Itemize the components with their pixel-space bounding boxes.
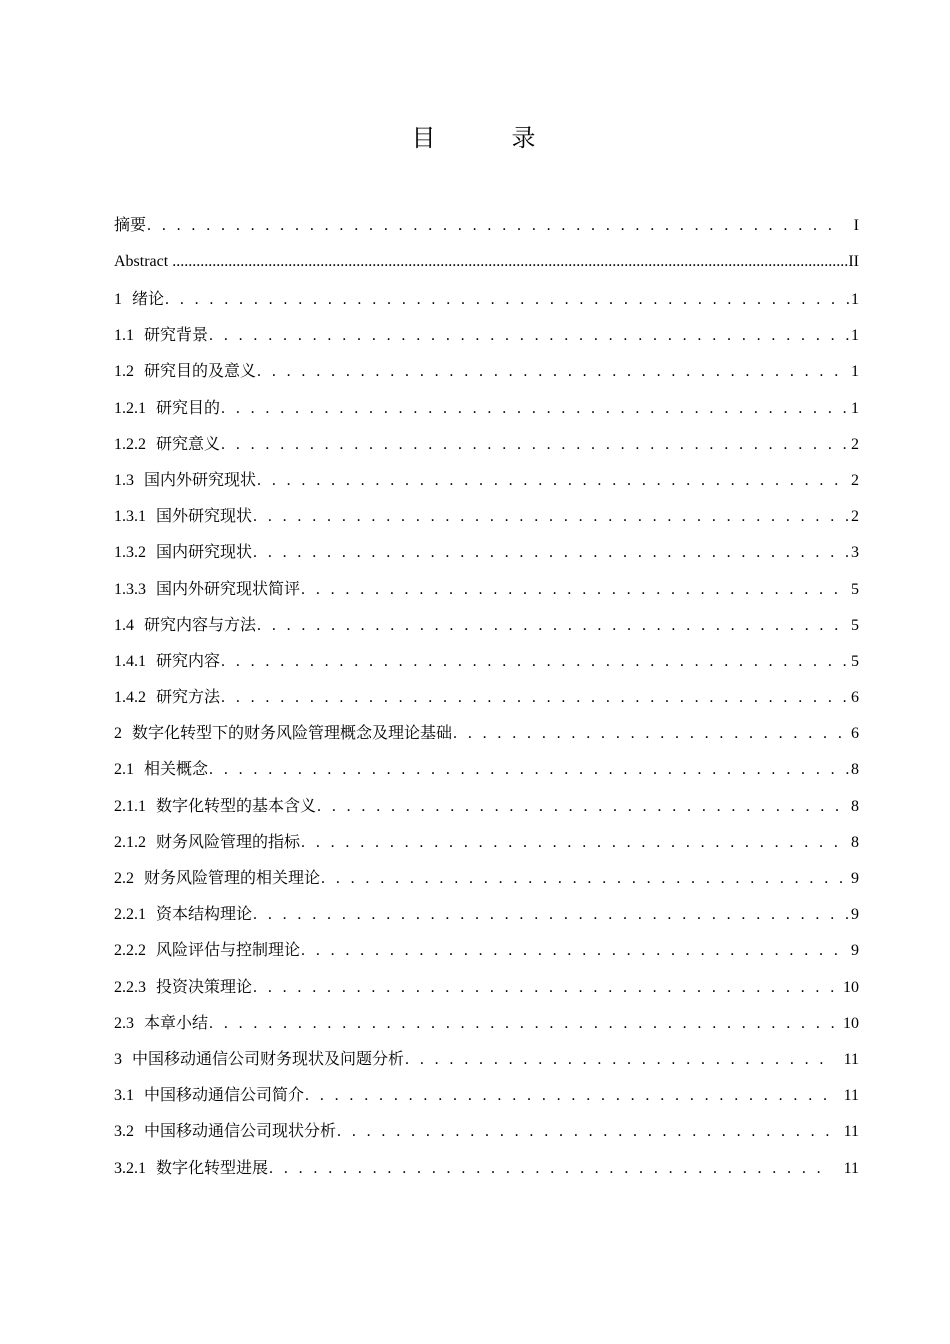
toc-entry[interactable] (114, 572, 859, 608)
toc-entry-text: 研究方法 (156, 689, 221, 707)
toc-entry-number: 1.3.2 (114, 544, 146, 562)
toc-leader-dots (164, 282, 849, 318)
toc-entry[interactable] (114, 208, 859, 244)
toc-entry-page: 3 (851, 544, 859, 562)
toc-entry-page: I (853, 217, 859, 234)
toc-entry-label (114, 644, 220, 680)
toc-entry[interactable] (114, 282, 859, 318)
toc-entry-number: 2.2 (114, 870, 134, 887)
toc-entry-number: 1.2.1 (114, 399, 146, 417)
toc-entry-number: 3.2.1 (114, 1159, 146, 1177)
toc-entry-number: 1.4.2 (114, 689, 146, 707)
toc-entry[interactable] (114, 897, 859, 933)
toc-entry-page: 1 (851, 399, 859, 417)
toc-entry-label (114, 391, 220, 427)
toc-leader-dots (256, 354, 849, 390)
toc-entry-number: 1.3.3 (114, 580, 146, 598)
toc-entry-label (114, 1151, 268, 1187)
toc-entry[interactable] (114, 427, 859, 463)
toc-entry-label (114, 1114, 336, 1150)
toc-entry[interactable] (114, 1078, 859, 1114)
toc-leader-dots (252, 499, 849, 535)
toc-entry-label (114, 1078, 304, 1114)
toc-entry[interactable] (114, 933, 859, 969)
toc-leader-dots (146, 208, 835, 244)
toc-entry-text: 研究背景 (144, 327, 209, 345)
toc-entry-number: 2.1.2 (114, 833, 146, 851)
toc-entry-label (114, 208, 146, 244)
toc-entry[interactable] (114, 1151, 859, 1187)
toc-entry-text: 国外研究现状 (156, 508, 253, 526)
toc-entry[interactable] (114, 1006, 859, 1042)
toc-entry-label (114, 789, 316, 825)
toc-entry-label (114, 608, 256, 644)
toc-entry[interactable] (114, 608, 859, 644)
toc-entry-number: 1.4 (114, 616, 134, 634)
toc-entry-label (114, 1042, 404, 1078)
toc-leader-dots (336, 1114, 830, 1150)
toc-entry-label (114, 933, 300, 969)
toc-entry[interactable] (114, 318, 859, 354)
toc-leader-dots (208, 318, 849, 354)
toc-entry-number: 2.2.2 (114, 942, 146, 960)
toc-entry-text: 研究内容与方法 (144, 616, 257, 634)
toc-entry-text: 本章小结 (144, 1014, 209, 1032)
toc-entry-page: 10 (843, 1014, 859, 1032)
toc-entry-page: 1 (851, 327, 859, 345)
toc-entry-text: 研究目的 (156, 399, 221, 417)
toc-entry-text: 中国移动通信公司财务现状及问题分析 (132, 1050, 405, 1068)
toc-entry-number: 3.2 (114, 1123, 134, 1141)
toc-leader-dots (220, 427, 849, 463)
toc-entry-label (114, 572, 300, 608)
toc-leader-dots (252, 970, 843, 1006)
toc-entry-page: 5 (851, 580, 859, 598)
toc-entry-number: 2.2.1 (114, 906, 146, 924)
toc-entry[interactable] (114, 644, 859, 680)
toc-entry[interactable] (114, 825, 859, 861)
toc-entry-label (114, 463, 256, 499)
toc-entry[interactable] (114, 1114, 859, 1150)
toc-entry-page: 1 (851, 291, 859, 308)
toc-entry-text: 风险评估与控制理论 (156, 942, 301, 960)
toc-entry[interactable] (114, 463, 859, 499)
toc-entry-text: 财务风险管理的指标 (156, 833, 301, 851)
toc-entry-page: 8 (851, 833, 859, 851)
toc-entry-text: 国内外研究现状简评 (156, 580, 301, 598)
toc-entry-page: 11 (843, 1087, 859, 1105)
table-of-contents (114, 208, 859, 1187)
toc-entry-number: 2 (114, 725, 122, 743)
toc-entry-page: 2 (851, 471, 859, 489)
toc-entry[interactable] (114, 535, 859, 571)
toc-entry-page: 5 (851, 616, 859, 634)
toc-entry-text: 数字化转型进展 (156, 1159, 269, 1177)
toc-entry-text: 数字化转型下的财务风险管理概念及理论基础 (132, 725, 453, 743)
toc-entry-page: 11 (843, 1050, 859, 1068)
toc-entry-text: 资本结构理论 (156, 906, 253, 924)
toc-entry-text: 摘要 (114, 217, 147, 234)
toc-leader-dots (320, 861, 849, 897)
toc-leader-dots (208, 752, 849, 788)
toc-leader-dots (304, 1078, 830, 1114)
toc-entry-number: 3 (114, 1050, 122, 1068)
toc-leader-dots (452, 716, 849, 752)
toc-entry-number: 1.3 (114, 471, 134, 489)
toc-title: 目 录 (411, 124, 562, 152)
toc-entry-page: 9 (851, 906, 859, 924)
toc-leader-dots (168, 244, 848, 280)
toc-entry-label (114, 861, 320, 897)
toc-leader-dots (220, 680, 849, 716)
toc-leader-dots (256, 463, 849, 499)
toc-entry-number: 1 (114, 291, 122, 308)
toc-entry-label (114, 716, 452, 752)
toc-entry[interactable] (114, 680, 859, 716)
toc-entry-label (114, 680, 220, 716)
toc-entry-number: 2.1.1 (114, 797, 146, 815)
toc-entry-label (114, 282, 164, 318)
toc-entry-text: 研究目的及意义 (144, 363, 257, 381)
toc-entry-page: 2 (851, 435, 859, 453)
toc-entry-page: 5 (851, 652, 859, 670)
toc-entry-page: 11 (843, 1123, 859, 1141)
toc-entry-label (114, 427, 220, 463)
toc-entry-label (114, 535, 252, 571)
toc-entry-number: 2.2.3 (114, 978, 146, 996)
toc-entry-text: Abstract (114, 253, 169, 270)
toc-leader-dots (268, 1151, 830, 1187)
toc-entry-page: II (848, 253, 859, 270)
toc-entry-label (114, 752, 208, 788)
toc-leader-dots (252, 535, 849, 571)
toc-entry-page: 6 (851, 725, 859, 743)
toc-entry-text: 中国移动通信公司简介 (144, 1087, 305, 1105)
toc-entry-label (114, 825, 300, 861)
toc-entry-page: 2 (851, 508, 859, 526)
toc-entry-label (114, 318, 208, 354)
toc-entry-number: 2.1 (114, 761, 134, 779)
toc-entry[interactable] (114, 244, 859, 282)
toc-entry-page: 6 (851, 689, 859, 707)
toc-entry-page: 8 (851, 761, 859, 779)
toc-entry-label (114, 970, 252, 1006)
toc-entry-page: 9 (851, 870, 859, 887)
toc-entry-page: 9 (851, 942, 859, 960)
toc-entry-text: 相关概念 (144, 761, 209, 779)
toc-leader-dots (208, 1006, 843, 1042)
toc-entry[interactable] (114, 716, 859, 752)
toc-entry-number: 1.2.2 (114, 435, 146, 453)
toc-entry[interactable] (114, 1042, 859, 1078)
toc-entry[interactable] (114, 354, 859, 390)
toc-leader-dots (220, 644, 849, 680)
toc-entry-label (114, 354, 256, 390)
toc-entry-page: 11 (843, 1159, 859, 1177)
toc-entry-number: 2.3 (114, 1014, 134, 1032)
toc-entry[interactable] (114, 861, 859, 897)
toc-entry[interactable] (114, 789, 859, 825)
toc-leader-dots (256, 608, 849, 644)
toc-entry-page: 1 (851, 363, 859, 381)
toc-entry-text: 研究内容 (156, 652, 221, 670)
toc-entry-page: 10 (843, 978, 859, 996)
toc-entry[interactable] (114, 391, 859, 427)
toc-entry-text: 中国移动通信公司现状分析 (144, 1123, 337, 1141)
toc-entry-text: 国内外研究现状 (144, 471, 257, 489)
toc-entry-number: 1.2 (114, 363, 134, 381)
toc-leader-dots (300, 572, 849, 608)
toc-entry-text: 研究意义 (156, 435, 221, 453)
toc-entry-page: 8 (851, 797, 859, 815)
toc-entry[interactable] (114, 970, 859, 1006)
toc-entry-number: 1.4.1 (114, 652, 146, 670)
toc-entry-number: 1.3.1 (114, 508, 146, 526)
toc-entry-text: 投资决策理论 (156, 978, 253, 996)
toc-leader-dots (404, 1042, 830, 1078)
toc-entry-number: 1.1 (114, 327, 134, 345)
toc-entry-number: 3.1 (114, 1087, 134, 1105)
toc-leader-dots (300, 933, 849, 969)
toc-leader-dots (300, 825, 849, 861)
toc-entry-text: 财务风险管理的相关理论 (144, 870, 321, 887)
toc-entry-label (114, 499, 252, 535)
toc-entry-label (114, 1006, 208, 1042)
toc-entry-text: 绪论 (132, 291, 165, 308)
toc-entry[interactable] (114, 499, 859, 535)
toc-leader-dots (220, 391, 849, 427)
toc-entry[interactable] (114, 752, 859, 788)
toc-entry-text: 数字化转型的基本含义 (156, 797, 317, 815)
toc-entry-text: 国内研究现状 (156, 544, 253, 562)
toc-entry-label (114, 897, 252, 933)
toc-entry-label (114, 244, 168, 280)
toc-leader-dots (252, 897, 849, 933)
toc-leader-dots (316, 789, 849, 825)
